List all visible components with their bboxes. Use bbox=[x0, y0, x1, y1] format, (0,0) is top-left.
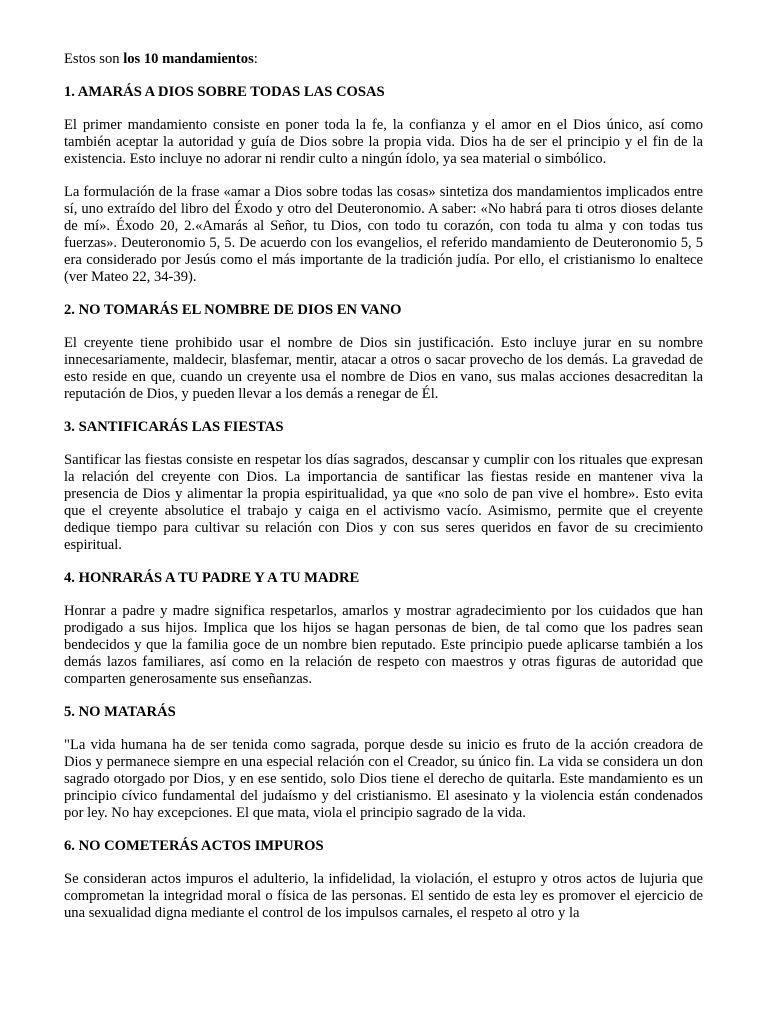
document-page bbox=[64, 51, 703, 938]
intro-suffix: : bbox=[253, 51, 258, 67]
intro-line bbox=[64, 51, 703, 68]
section-heading-2: 2. NO TOMARÁS EL NOMBRE DE DIOS EN VANO bbox=[64, 302, 402, 318]
section-heading-4: 4. HONRARÁS A TU PADRE Y A TU MADRE bbox=[64, 570, 360, 586]
section-heading-6: 6. NO COMETERÁS ACTOS IMPUROS bbox=[64, 838, 324, 854]
section-4-paragraph-1: Honrar a padre y madre significa respetarlos, amarlos y mostrar agradecimiento por los cuidados que han prodigado a sus hijos. Implica que los hijos se hagan personas de bien, de tal como que los padres sean bendecidos y que la familia goce de un nombre bien reputado. Este principio puede aplicarse también a los demás lazos familiares, así como en la relación de respeto con maestros y otras figuras de autoridad que comparten generosamente sus enseñanzas. bbox=[64, 603, 703, 687]
intro-bold: los 10 mandamientos bbox=[123, 51, 254, 67]
section-1-paragraph-1: El primer mandamiento consiste en poner toda la fe, la confianza y el amor en el Dios único, así como también aceptar la autoridad y guía de Dios sobre la propia vida. Dios ha de ser el principio y el fin de la existencia. Esto incluye no adorar ni rendir culto a ningún ídolo, ya sea material o simbólico. bbox=[64, 117, 703, 167]
section-6-paragraph-1: Se consideran actos impuros el adulterio, la infidelidad, la violación, el estupro y otros actos de lujuria que comprometan la integridad moral o física de las personas. El sentido de esta ley es promover el ejercicio de una sexualidad digna mediante el control de los impulsos carnales, el respeto al otro y la bbox=[64, 871, 703, 921]
intro-prefix: Estos son bbox=[64, 51, 124, 67]
section-3-paragraph-1: Santificar las fiestas consiste en respetar los días sagrados, descansar y cumplir con los rituales que expresan la relación del creyente con Dios. La importancia de santificar las fiestas reside en mantener viva la presencia de Dios y alimentar la propia espiritualidad, ya que «no solo de pan vive el hombre». Esto evita que el creyente absolutice el trabajo y caiga en el activismo vacío. Asimismo, permite que el creyente dedique tiempo para cultivar su relación con Dios y con sus seres queridos en favor de su crecimiento espiritual. bbox=[64, 452, 703, 553]
section-1-paragraph-2: La formulación de la frase «amar a Dios sobre todas las cosas» sintetiza dos mandamientos implicados entre sí, uno extraído del libro del Éxodo y otro del Deuteronomio. A saber: «No habrá para ti otros dioses delante de mí». Éxodo 20, 2.«Amarás al Señor, tu Dios, con todo tu corazón, con toda tu alma y con todas tus fuerzas». Deuteronomio 5, 5. De acuerdo con los evangelios, el referido mandamiento de Deuteronomio 5, 5 era considerado por Jesús como el más importante de la tradición judía. Por ello, el cristianismo lo enaltece (ver Mateo 22, 34-39). bbox=[64, 184, 703, 285]
section-heading-5: 5. NO MATARÁS bbox=[64, 704, 176, 720]
section-5-paragraph-1: "La vida humana ha de ser tenida como sagrada, porque desde su inicio es fruto de la acción creadora de Dios y permanece siempre en una especial relación con el Creador, su único fin. La vida se considera un don sagrado otorgado por Dios, y en ese sentido, solo Dios tiene el derecho de quitarla. Este mandamiento es un principio cívico fundamental del judaísmo y del cristianismo. El asesinato y la violencia están condenados por ley. No hay excepciones. El que mata, viola el principio sagrado de la vida. bbox=[64, 737, 703, 821]
section-2-paragraph-1: El creyente tiene prohibido usar el nombre de Dios sin justificación. Esto incluye jurar en su nombre innecesariamente, maldecir, blasfemar, mentir, atacar a otros o sacar provecho de los demás. La gravedad de esto reside en que, cuando un creyente usa el nombre de Dios en vano, sus malas acciones desacreditan la reputación de Dios, y pueden llevar a los demás a renegar de Él. bbox=[64, 335, 703, 402]
section-heading-1: 1. AMARÁS A DIOS SOBRE TODAS LAS COSAS bbox=[64, 84, 385, 100]
section-heading-3: 3. SANTIFICARÁS LAS FIESTAS bbox=[64, 419, 284, 435]
